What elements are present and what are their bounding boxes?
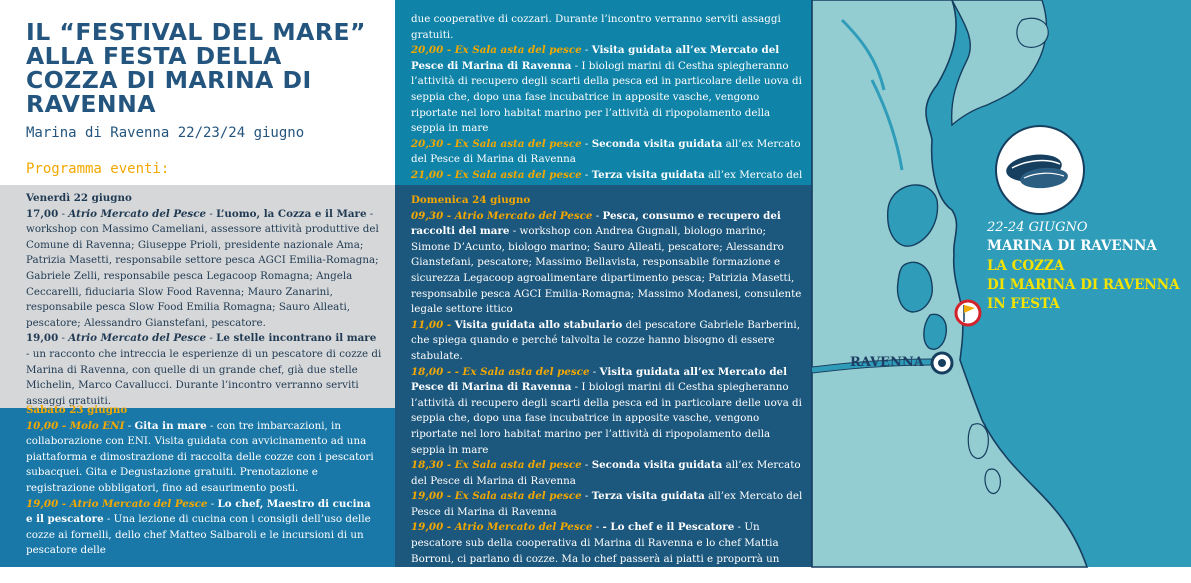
header-block [0,0,395,185]
map-event-line: IN FESTA [987,296,1060,312]
event-item: 19,00 - Atrio Mercato del Pesce - - Lo chef e il Pescatore - Un pescatore sub della cooperativa di Marina di Ravenna e lo chef Mattia Borroni, ci parlano di cozze. Ma lo chef passerà ai piatti e proporrà un assaggio sfizioso. Durante l’incontro verranno serviti assaggi gratuiti. [411,521,780,581]
saturday-section [0,404,395,567]
title-line: IL “FESTIVAL DEL MARE” [26,18,366,46]
lagoon [898,262,933,312]
map-event-title [987,257,1187,314]
day-heading: Sabato 23 giugno [26,404,128,416]
event-item: 19,00 - Atrio Mercato del Pesce - Lo chef, Maestro di cucina e il pescatore - Una lezione di cucina con i consigli dell’uso delle cozze ai fornelli, dello chef Matteo Salbaroli e le incursioni di un pescatore delle [26,497,371,557]
event-item: 09,30 - Atrio Mercato del Pesce - Pesca, consumo e recupero dei raccolti del mare - workshop con Andrea Gugnali, biologo marino; Simone D’Acunto, biologo marino; Sauro Alleati, pescatore; Alessandro Gianstefani, pescatore; Massimo Bellavista, responsabile formazione e sicurezza Legacoop agroalimentare dipartimento pesca; Patrizia Masetti, responsabile pesca AGCI Emilia-Romagna; Massimo Modanesi, consulente legale settore ittico [411,209,802,316]
program-label: Programma eventi: [26,161,170,177]
lagoon [924,314,946,349]
event-item: 19,00 - Atrio Mercato del Pesce - Le stelle incontrano il mare - un racconto che intreccia le esperienze di un pescatore di cozze di Marina di Ravenna, con quelle di un grande chef, già due stelle Michelin, Marco Cavallucci. Durante l’incontro verranno serviti assaggi gratuiti. [26,332,382,407]
title-line: ALLA FESTA DELLA [26,42,282,70]
saturday-continued [411,12,803,199]
city-marker-icon [932,353,952,373]
middle-column [395,0,812,581]
event-item: 20,30 - Ex Sala asta del pesce - Seconda visita guidata all’ex Mercato del Pesce di Marina di Ravenna [411,137,801,166]
map-event-line: DI MARINA DI RAVENNA [987,277,1180,293]
island [968,424,988,459]
event-item: 18,00 - - Ex Sala asta del pesce - Visita guidata all’ex Mercato del Pesce di Marina di Ravenna - I biologi marini di Cestha spiegheranno l’attività di recupero degli scarti della pesca ed in particolare delle uova di seppia che, dopo una fase incubatrice in apposite vasche, vengono riportate nel loro habitat marino per l’attività di ripopolamento della seppia in mare [411,365,802,456]
event-item: 19,00 - Ex Sala asta del pesce - Terza visita guidata all’ex Mercato del Pesce di Marina di Ravenna [411,490,803,518]
friday-section [0,185,395,408]
flag-pin-icon [956,301,980,325]
event-item: 18,30 - Ex Sala asta del pesce - Seconda visita guidata all’ex Mercato del Pesce di Marina di Ravenna [411,459,801,487]
event-item: 17,00 - Atrio Mercato del Pesce - L’uomo, la Cozza e il Mare - workshop con Massimo Cameliani, assessore attività produttive del Comune di Ravenna; Giuseppe Prioli, presidente nazionale Ama; Patrizia Masetti, responsabile settore pesca AGCI Emilia-Romagna; Gabriele Zelli, responsabile pesca Legacoop Romagna; Angela Ceccarelli, fiduciaria Slow Food Ravenna; Mauro Zanarini, responsabile pesca Slow Food Emilia Romagna; Sauro Alleati, pescatore; Alessandro Gianstefani, pescatore. [26,207,379,329]
city-label: RAVENNA [850,355,924,370]
map-date: 22-24 GIUGNO [987,220,1088,235]
day-heading: Venerdì 22 giugno [26,192,132,204]
event-item: 10,00 - Molo ENI - Gita in mare - con tre imbarcazioni, in collaborazione con ENI. Visita guidata con avvicinamento ad una piattaforma e dimostrazione di raccolta delle cozze con i pescatori subacquei. Gita e Degustazione gratuiti. Prenotazione e registrazione obbligatori, fino ad esaurimento posti. [26,419,374,494]
day-heading: Domenica 24 giugno [411,194,531,206]
page-title [26,20,386,116]
subtitle: Marina di Ravenna 22/23/24 giugno [26,125,305,141]
left-column [0,0,395,567]
event-item: 11,00 - Visita guidata allo stabulario del pescatore Gabriele Barberini, che spiega quando e perché talvolta le cozze hanno bisogno di essere stabulate. [411,318,800,362]
island [985,469,1000,493]
title-line: COZZA DI MARINA DI [26,66,312,94]
continued-text: due cooperative di cozzari. Durante l’incontro verranno serviti assaggi gratuiti. [411,13,781,41]
land-spit [1017,18,1048,47]
title-line: RAVENNA [26,90,156,118]
map-event-line: LA COZZA [987,258,1065,274]
event-item: 21,00 - Ex Sala asta del pesce - Terza visita guidata all’ex Mercato del [411,168,803,181]
event-item: 20,00 - Ex Sala asta del pesce - Visita guidata all’ex Mercato del Pesce di Marina di Ravenna - I biologi marini di Cestha spiegheranno l’attività di recupero degli scarti della pesca ed in particolare delle uova di seppia che, dopo una fase incubatrice in apposite vasche, vengono riportate nel loro habitat marino per l’attività di ripopolamento della seppia in mare [411,44,802,135]
map-location: MARINA DI RAVENNA [987,238,1157,254]
sunday-section [395,185,812,581]
